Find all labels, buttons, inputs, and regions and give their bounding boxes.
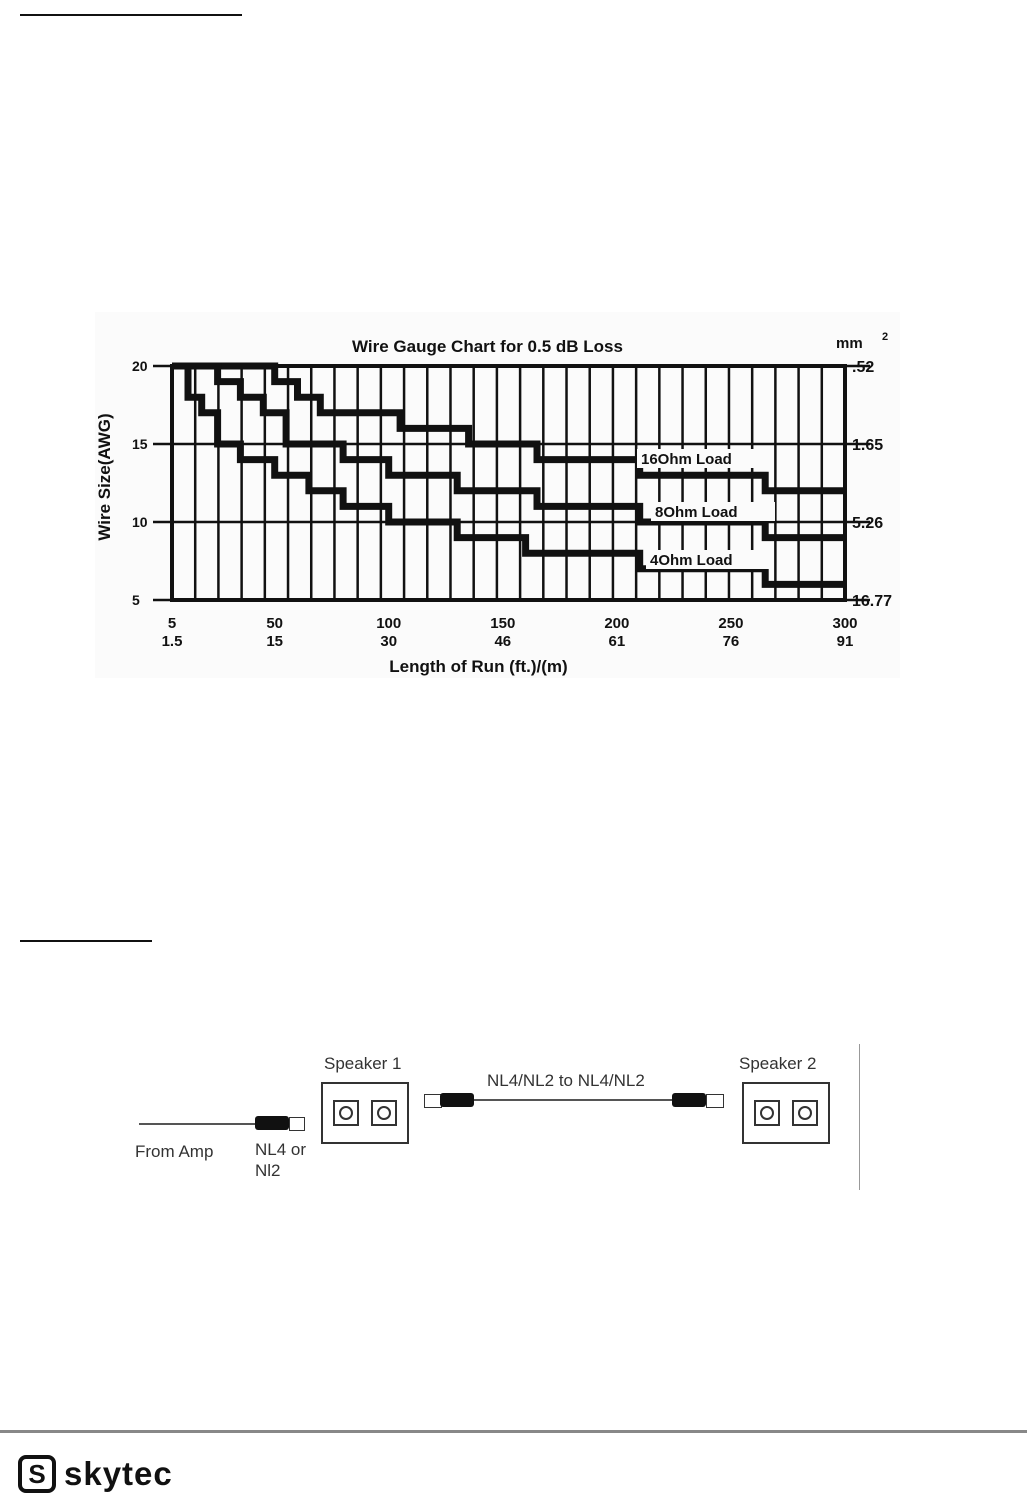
chart-y-tick-label: 15 — [132, 436, 148, 452]
link-cable-right-body — [672, 1093, 706, 1107]
chart-title: Wire Gauge Chart for 0.5 dB Loss — [352, 337, 623, 356]
chart-x-tick-label-m: 30 — [380, 633, 398, 650]
chart-y2-tick-label: .52 — [852, 359, 875, 376]
link-cable-right-tip — [706, 1094, 724, 1108]
chart-series-label-1: 16Ohm Load — [641, 451, 732, 468]
speaker-1-jack-a — [333, 1100, 359, 1126]
chart-y2-label: mm — [836, 335, 863, 352]
logo-mark: S — [18, 1455, 56, 1493]
chart-x-tick-label-ft: 5 — [167, 615, 177, 632]
speaker-1-label: Speaker 1 — [324, 1054, 402, 1073]
plug-label-line-1: NL4 or — [255, 1140, 307, 1159]
chart-x-tick-label-m: 46 — [494, 633, 512, 650]
plug-label-line-2: Nl2 — [255, 1161, 281, 1180]
from-amp-label: From Amp — [135, 1142, 214, 1161]
chart-y2-label-superscript: 2 — [882, 331, 889, 343]
section-heading-underline-2 — [20, 940, 152, 942]
skytec-logo — [18, 1455, 173, 1493]
chart-y2-tick-label: 1.65 — [852, 437, 884, 454]
nl4-plug-tip — [289, 1117, 305, 1131]
link-cable-left-body — [440, 1093, 474, 1107]
chart-y-tick-label: 20 — [132, 358, 148, 374]
chart-x-tick-label-m: 1.5 — [161, 633, 183, 650]
link-cable-label: NL4/NL2 to NL4/NL2 — [487, 1071, 645, 1090]
chart-x-tick-label-ft: 250 — [718, 615, 744, 632]
chart-x-tick-label-ft: 150 — [490, 615, 516, 632]
chart-x-tick-label-m: 91 — [836, 633, 854, 650]
link-cable — [474, 1099, 672, 1101]
chart-y2-tick-label: 16.77 — [852, 593, 893, 610]
chart-x-tick-label-m: 76 — [722, 633, 740, 650]
chart-series-label-3: 4Ohm Load — [650, 552, 733, 569]
connection-diagram — [135, 1044, 860, 1190]
chart-y2-tick-label: 5.26 — [852, 515, 884, 532]
diagram-right-border — [859, 1044, 860, 1190]
speaker-2-jack-a — [754, 1100, 780, 1126]
chart-y-tick-label: 5 — [132, 592, 140, 608]
logo-brand-text: skytec — [64, 1455, 173, 1492]
footer-divider — [0, 1430, 1027, 1433]
chart-x-tick-label-ft: 300 — [832, 615, 858, 632]
wire-gauge-chart-svg — [95, 312, 900, 678]
wire-gauge-chart — [95, 312, 900, 678]
chart-x-tick-label-ft: 200 — [604, 615, 630, 632]
chart-y-tick-label: 10 — [132, 514, 148, 530]
speaker-2-jack-b — [792, 1100, 818, 1126]
chart-series-label-2: 8Ohm Load — [655, 504, 738, 521]
speaker-1-jack-b — [371, 1100, 397, 1126]
speaker-2-label: Speaker 2 — [739, 1054, 817, 1073]
speaker-2-panel — [742, 1082, 830, 1144]
chart-x-tick-label-m: 15 — [266, 633, 284, 650]
chart-x-tick-label-ft: 100 — [376, 615, 402, 632]
amp-cable — [139, 1123, 257, 1125]
chart-x-tick-label-ft: 50 — [266, 615, 284, 632]
chart-x-tick-label-m: 61 — [608, 633, 626, 650]
speaker-1-panel — [321, 1082, 409, 1144]
section-heading-underline-1 — [20, 14, 242, 16]
nl4-plug-body — [255, 1116, 289, 1130]
chart-y-axis-label: Wire Size(AWG) — [95, 413, 114, 541]
chart-x-axis-label: Length of Run (ft.)/(m) — [389, 657, 568, 676]
